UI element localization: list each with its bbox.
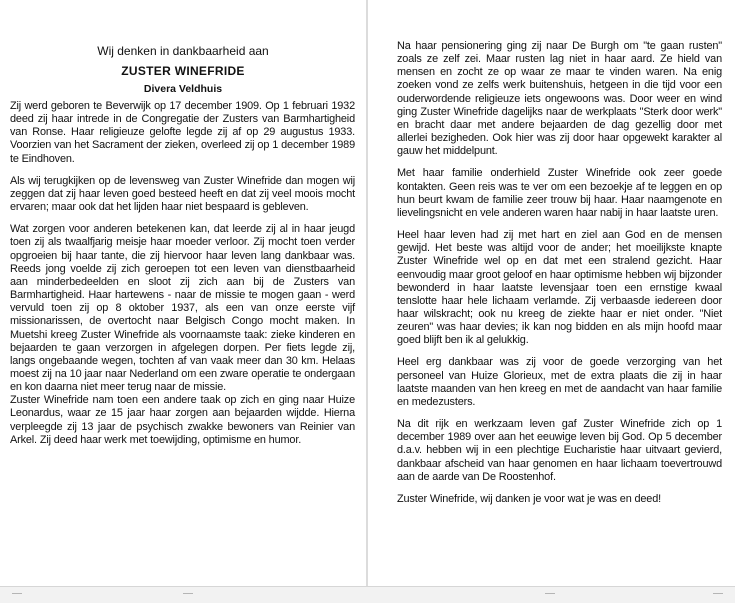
intro-line: Wij denken in dankbaarheid aan — [97, 44, 269, 58]
civil-name: Divera Veldhuis — [143, 83, 223, 95]
left-paragraph: Wat zorgen voor anderen betekenen kan, dat leerde zij al in haar jeugd toen zij als twaalfjarig meisje haar moeder verloor. Zij mocht toen verder opgroeien bij haar tante, die zij hiervoor haar leven lang dankbaar was. Reeds jong voelde zij zich geroepen tot een leven van dienstbaarheid aan minderbedeelden en sloot zij zich aan bij de Zusters van Barmhartigheid. Haar hartewens - naar de missie te mogen gaan - werd vervuld toen zij op 8 oktober 1937, als een van onze eerste vijf missionarissen, de overtocht naar Belgisch Congo mocht maken. In Muetshi kreeg Zuster Winefride als voornaamste taak: zieke kinderen en bejaarden te gaan verzorgen in afgelegen dorpen. Per fiets legde zij, langs ongebaande wegen, tochten af van vaak meer dan 30 km. Helaas moest zij na 10 jaar naar Nederland om een zware operatie te ondergaan en kon daarna niet meer terug naar de missie. — [10, 223, 355, 394]
right-paragraph: Heel haar leven had zij met hart en ziel aan God en de mensen gewijd. Het beste was altijd voor de ander; het moeilijkste knapte Zuster Winefride wel op en dat met een stralend gezicht. Haar eenvoudig maar groot geloof en haar optimisme hebben wij bijzonder bewonderd in haar laatste levensjaar toen een ernstige kwaal tenslotte haar hele lichaam verlamde. Zij verbaasde iedereen door haar wilskracht; ook nu kreeg de ziekte haar er niet onder. "Niet zeuren" was haar devies; ik kan nog bidden en als mijn hoofd maar goed blijft ben ik al gelukkig. — [397, 229, 722, 347]
left-column-text — [10, 100, 355, 456]
right-paragraph: Na haar pensionering ging zij naar De Burgh om "te gaan rusten" zoals ze zelf zei. Maar rusten lag niet in haar aard. Ze hield van mensen en zocht ze op waar ze maar te vinden waren. Na enig zoeken vond ze zelfs werk buitenshuis, hetgeen in die tijd voor een ouderwordende religieuze iets ongewoons was. Door weer en wind ging Zuster Winefride dagelijks naar de werkplaats "Sterk door werk" en bracht daar met andere bejaarden de dag gezellig door met allerlei bezigheden. Ook hier was zij door haar opgewekt karakter al gauw het middelpunt. — [397, 40, 722, 158]
left-page — [0, 0, 366, 586]
deceased-name: ZUSTER WINEFRIDE — [121, 64, 245, 78]
crop-mark — [545, 593, 555, 594]
left-paragraph: Zij werd geboren te Beverwijk op 17 december 1909. Op 1 februari 1932 deed zij haar intrede in de Congregatie der Zusters van Barmhartigheid van Ronse. Haar religieuze gelofte legde zij af op 29 augustus 1933. Voorzien van het Sacrament der zieken, overleed zij op 1 december 1989 te Eindhoven. — [10, 100, 355, 165]
scan-bottom-edge — [0, 586, 735, 603]
left-paragraph: Zuster Winefride nam toen een andere taak op zich en ging naar Huize Leonardus, waar ze 15 jaar haar zorgen aan bejaarden wijdde. Hierna verpleegde zij 13 jaar de psychisch zwakke bewoners van Reinier van Arkel. Zij deed haar werk met toewijding, optimisme en humor. — [10, 394, 355, 446]
crop-mark — [183, 593, 193, 594]
right-paragraph: Na dit rijk en werkzaam leven gaf Zuster Winefride zich op 1 december 1989 over aan het eeuwige leven bij God. Op 5 december d.a.v. hebben wij in een plechtige Eucharistie haar uitvaart gevierd, dankbaar afscheid van haar genomen en haar lichaam toevertrouwd aan de aarde van De Roostenhof. — [397, 418, 722, 483]
left-paragraph: Als wij terugkijken op de levensweg van Zuster Winefride dan mogen wij zeggen dat zij haar leven goed besteed heeft en dat zij veel moois mocht ervaren; maar ook dat het lijden haar niet bespaard is gebleven. — [10, 174, 355, 214]
right-paragraph: Zuster Winefride, wij danken je voor wat je was en deed! — [397, 492, 661, 505]
crop-mark — [12, 593, 22, 594]
right-column-text — [397, 40, 722, 515]
crop-mark — [713, 593, 723, 594]
right-paragraph: Heel erg dankbaar was zij voor de goede verzorging van het personeel van Huize Glorieux, met de extra plaats die zij in haar laatste maanden van hen kreeg en met de aandacht van haar familie en medezusters. — [397, 356, 722, 408]
right-paragraph: Met haar familie onderhield Zuster Winefride ook zeer goede kontakten. Geen reis was te ver om een bezoekje af te leggen en op hun beurt kwam de familie zeer trouw bij haar. Haar naamgenote en lievelingsnicht en vele anderen waren haar nabij in haar laatste uren. — [397, 167, 722, 219]
